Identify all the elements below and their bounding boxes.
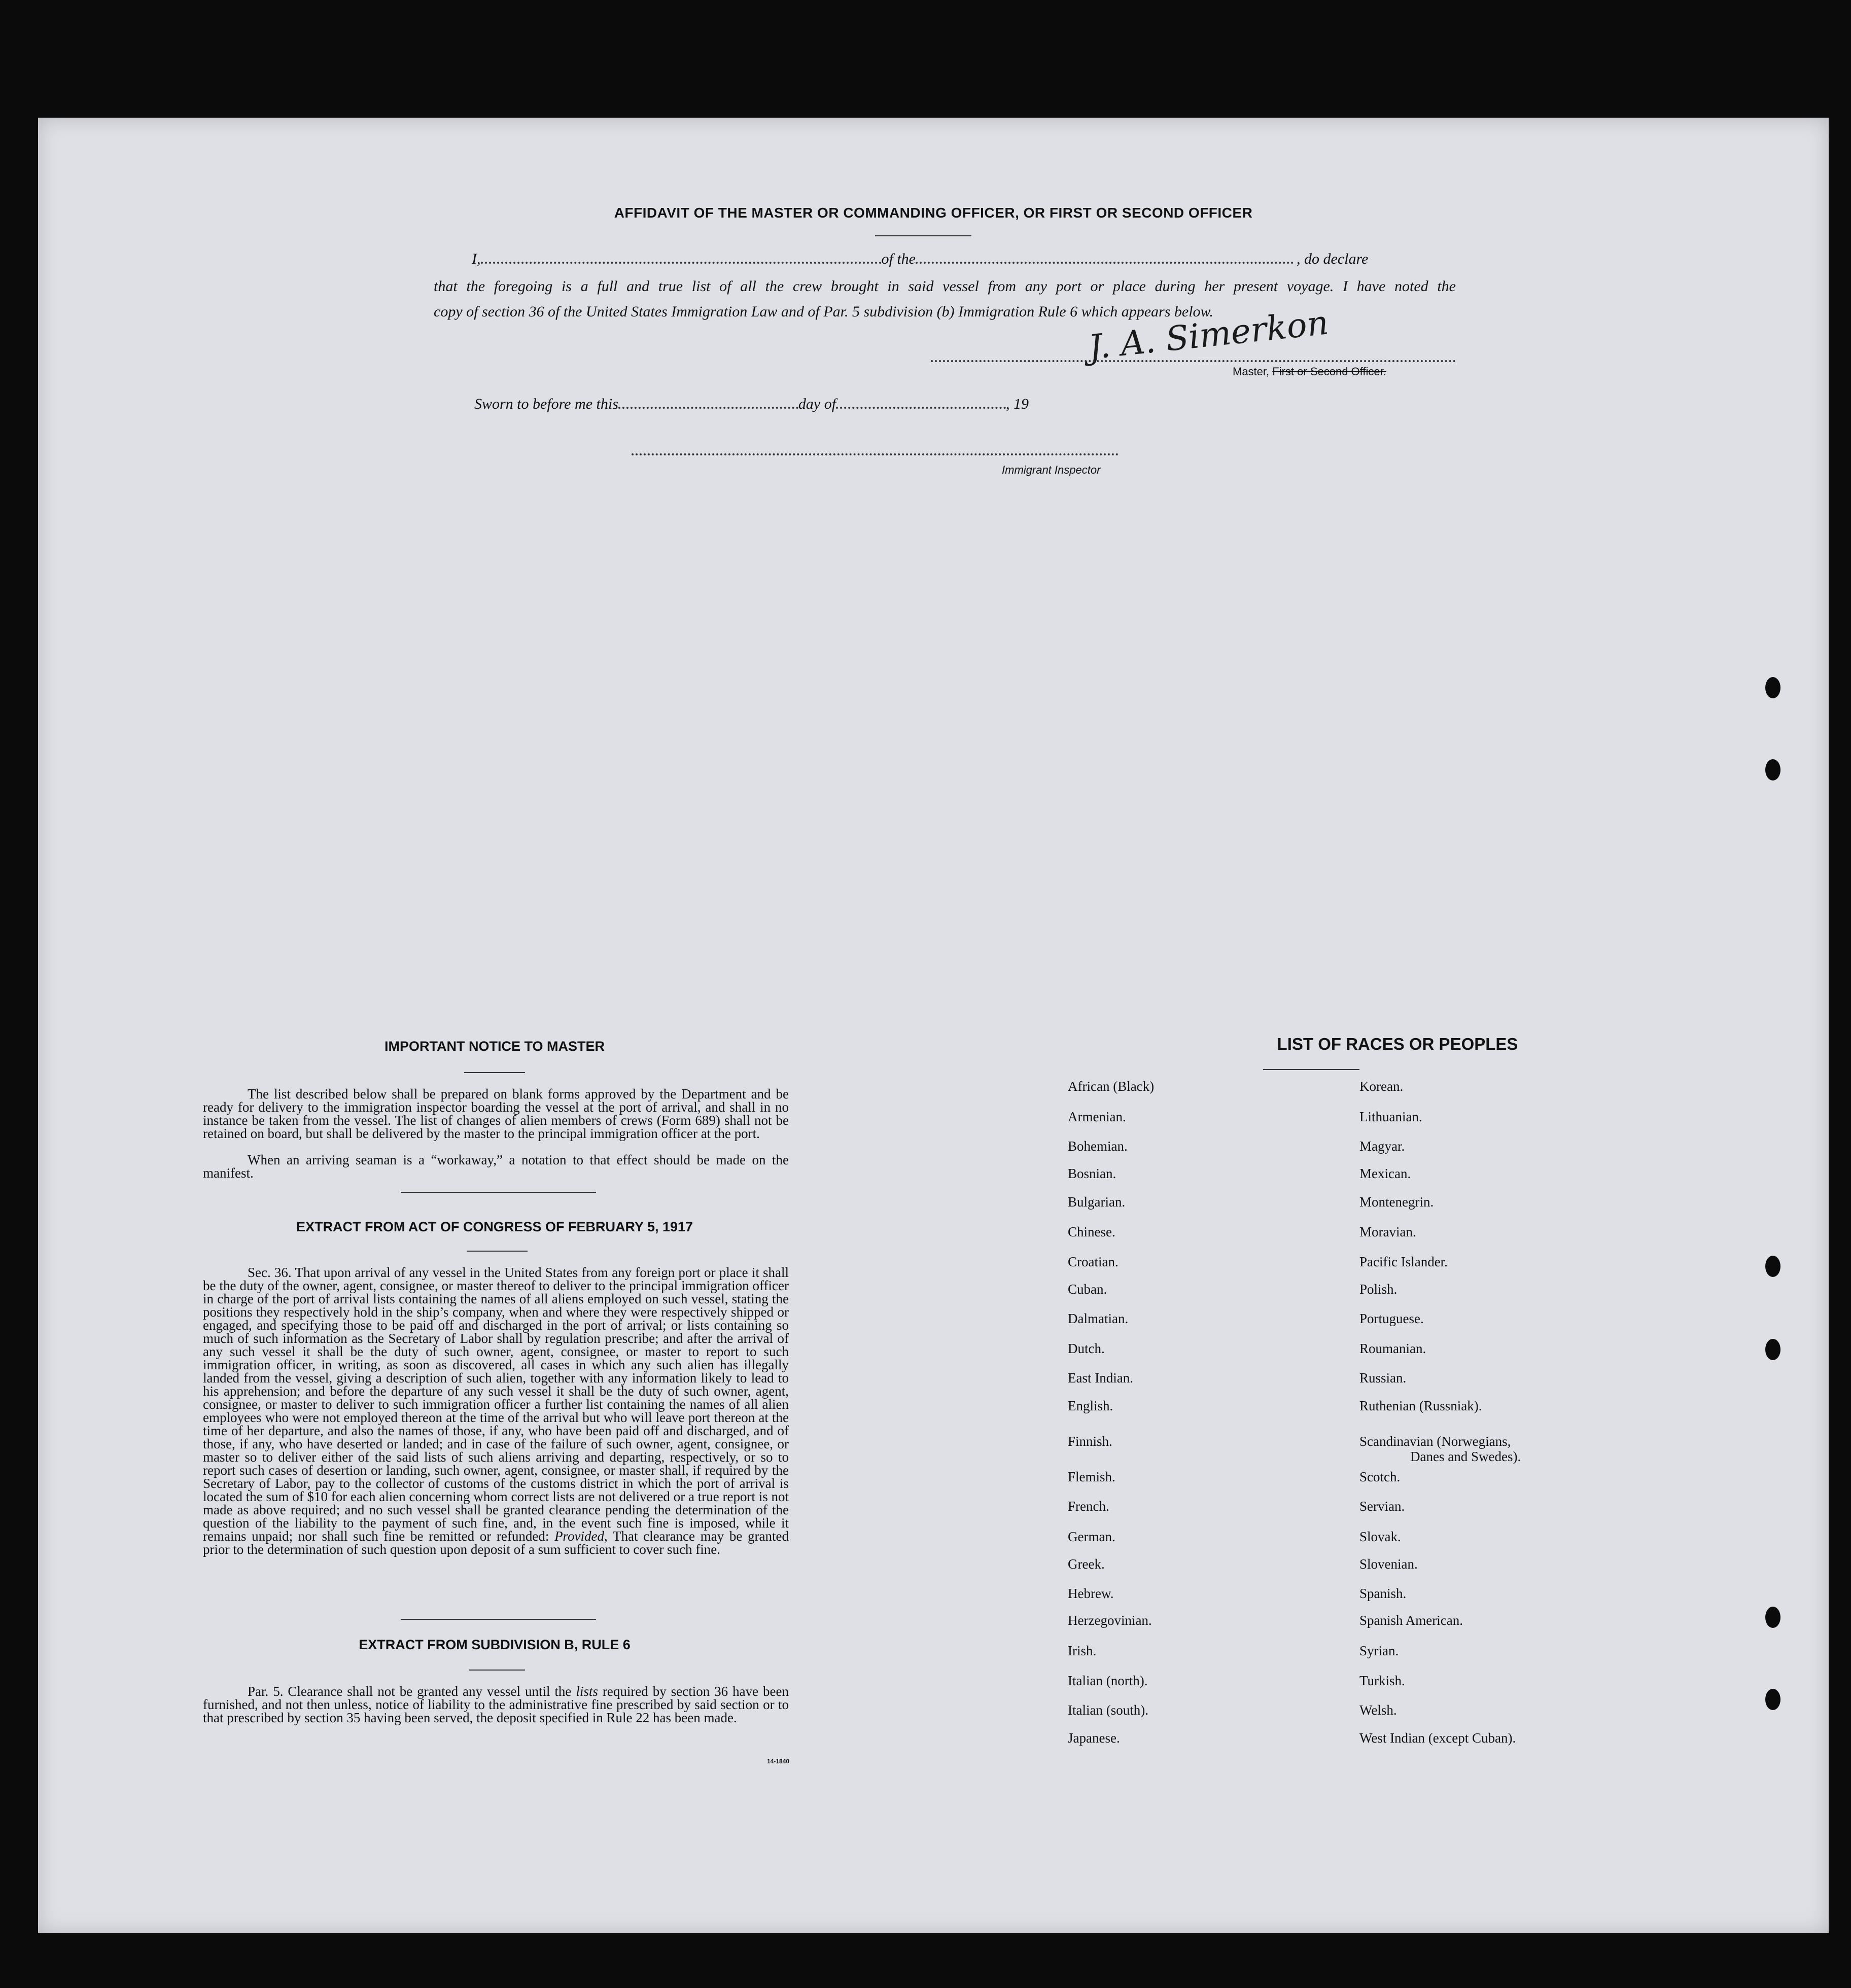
sworn-label: Sworn to before me this bbox=[474, 396, 618, 412]
affidavit-line-2: that the foregoing is a full and true list of all the crew brought in said vessel from any port or place during her present voyage. I have noted the bbox=[434, 278, 1456, 295]
race-item: Italian (south). bbox=[1068, 1702, 1148, 1718]
form-page bbox=[38, 118, 1829, 1933]
race-item: Moravian. bbox=[1359, 1224, 1416, 1239]
act-text-part-2: That clearance may be granted prior to the determination of such question upon deposit of a sum sufficient to cover such fine. bbox=[203, 1529, 789, 1557]
race-item: Chinese. bbox=[1068, 1224, 1115, 1239]
punch-hole bbox=[1765, 677, 1780, 698]
race-item: Finnish. bbox=[1068, 1434, 1112, 1449]
declare-label: , do declare bbox=[1297, 251, 1369, 267]
signature-line[interactable] bbox=[931, 360, 1456, 362]
divider bbox=[1263, 1069, 1359, 1070]
race-item: Welsh. bbox=[1359, 1702, 1397, 1718]
races-heading: LIST OF RACES OR PEOPLES bbox=[1277, 1035, 1518, 1053]
race-item: Slovenian. bbox=[1359, 1556, 1418, 1572]
of-the-label: of the bbox=[881, 251, 916, 267]
race-item-continuation: Danes and Swedes). bbox=[1410, 1449, 1521, 1464]
punch-hole bbox=[1765, 759, 1780, 780]
extract-act-body bbox=[203, 1266, 789, 1556]
race-item: Cuban. bbox=[1068, 1282, 1107, 1297]
master-title bbox=[1233, 365, 1386, 378]
struck-officer-label: First or Second Officer. bbox=[1272, 365, 1386, 378]
divider bbox=[401, 1619, 596, 1620]
race-item: Slovak. bbox=[1359, 1529, 1401, 1544]
officer-name-field[interactable] bbox=[481, 262, 882, 264]
race-item: Syrian. bbox=[1359, 1643, 1399, 1658]
race-item: German. bbox=[1068, 1529, 1115, 1544]
lists-word: lists bbox=[576, 1684, 598, 1699]
race-item: French. bbox=[1068, 1499, 1109, 1514]
punch-hole bbox=[1765, 1256, 1780, 1277]
master-signature: J. A. Simerkon bbox=[1087, 303, 1331, 367]
race-item: East Indian. bbox=[1068, 1370, 1133, 1386]
sworn-month-field[interactable] bbox=[836, 407, 1006, 409]
race-item: Dalmatian. bbox=[1068, 1311, 1129, 1326]
race-item: Korean. bbox=[1359, 1079, 1404, 1094]
punch-hole bbox=[1765, 1607, 1780, 1628]
divider bbox=[467, 1251, 528, 1252]
race-item: Portuguese. bbox=[1359, 1311, 1424, 1326]
divider bbox=[469, 1670, 525, 1671]
race-item: Magyar. bbox=[1359, 1139, 1405, 1154]
race-item: English. bbox=[1068, 1398, 1113, 1413]
race-item: Japanese. bbox=[1068, 1730, 1120, 1746]
race-item: Pacific Islander. bbox=[1359, 1254, 1448, 1269]
extract-act-heading: EXTRACT FROM ACT OF CONGRESS OF FEBRUARY 5, 1917 bbox=[296, 1219, 693, 1234]
race-item: Flemish. bbox=[1068, 1469, 1115, 1484]
race-item: Italian (north). bbox=[1068, 1673, 1148, 1688]
race-item: Spanish. bbox=[1359, 1586, 1407, 1601]
divider bbox=[401, 1192, 596, 1193]
day-of-label: day of bbox=[798, 396, 836, 412]
inspector-label: Immigrant Inspector bbox=[1002, 464, 1101, 476]
divider bbox=[875, 235, 971, 236]
race-item: Spanish American. bbox=[1359, 1613, 1463, 1628]
race-item: Bulgarian. bbox=[1068, 1194, 1126, 1210]
master-label: Master, bbox=[1233, 365, 1270, 378]
race-item: Servian. bbox=[1359, 1499, 1405, 1514]
race-item: Greek. bbox=[1068, 1556, 1105, 1572]
extract-rule-body bbox=[203, 1685, 789, 1724]
i-label: I, bbox=[472, 251, 481, 267]
divider bbox=[464, 1072, 525, 1073]
race-item: Scotch. bbox=[1359, 1469, 1401, 1484]
rule-text-part-2: required by section 36 have been furnished, and not then unless, notice of liability to the administrative fine prescribed by said section or to that prescribed by section 35 having been served, the deposit specified in Rule 22 has been made. bbox=[203, 1684, 789, 1725]
act-text-part-1: Sec. 36. That upon arrival of any vessel in the United States from any foreign port or place it shall be the duty of the owner, agent, consignee, or master thereof to deliver to the principal immigration officer in charge of the port of arrival lists containing the names of all aliens employed on such vessel, stating the positions they respectively hold in the ship’s company, when and where they were respectively shipped or engaged, and specifying those to be paid off and discharged in the port of arrival; or lists containing so much of such information as the Secretary of Labor shall by regulation prescribe; and after the arrival of any such vessel it shall be the duty of such owner, agent, consignee, or master to report to such immigration officer, in writing, as soon as discovered, all cases in which any such alien has illegally landed from the vessel, giving a description of such alien, together with any information likely to lead to his apprehension; and before the departure of any such vessel it shall be the duty of such owner, agent, consignee, or master to deliver to such immigration officer a further list containing the names of all alien employees who were not employed thereon at the time of the arrival but who will leave port thereon at the time of her departure, and also the names of those, if any, who have been paid off and discharged, and of those, if any, who have deserted or landed; and in case of the failure of such owner, agent, consignee, or master so to deliver either of the said lists of such aliens arriving and departing, respectively, or so to report such cases of desertion or landing, such owner, agent, consignee, or master shall, if required by the Secretary of Labor, pay to the collector of customs of the customs district in which the port of arrival is located the sum of $10 for each alien concerning whom correct lists are not delivered or a true report is not made as above required; and no such vessel shall be granted clearance pending the determination of the question of the liability to the payment of such fine, and, in the event such fine is imposed, while it remains unpaid; nor shall such fine be remitted or refunded: bbox=[203, 1265, 789, 1544]
sworn-day-field[interactable] bbox=[618, 407, 798, 409]
race-item: Bosnian. bbox=[1068, 1166, 1116, 1181]
race-item: Lithuanian. bbox=[1359, 1109, 1422, 1124]
race-item: Irish. bbox=[1068, 1643, 1097, 1658]
race-item: Polish. bbox=[1359, 1282, 1398, 1297]
race-item: Armenian. bbox=[1068, 1109, 1126, 1124]
race-item: Turkish. bbox=[1359, 1673, 1405, 1688]
form-number: 14-1840 bbox=[767, 1758, 790, 1765]
race-item: Mexican. bbox=[1359, 1166, 1411, 1181]
race-item: Hebrew. bbox=[1068, 1586, 1114, 1601]
inspector-signature-line[interactable] bbox=[632, 453, 1119, 455]
race-item: Russian. bbox=[1359, 1370, 1407, 1386]
notice-paragraph-1: The list described below shall be prepared on blank forms approved by the Department and be ready for delivery to the immigration inspector boarding the vessel at the port of arrival, and shall in no instance be taken from the vessel. The list of changes of alien members of crews (Form 689) shall not be retained on board, but shall be delivered by the master to the principal immigration officer at the port. bbox=[203, 1086, 789, 1141]
affidavit-heading: AFFIDAVIT OF THE MASTER OR COMMANDING OFFICER, OR FIRST OR SECOND OFFICER bbox=[614, 205, 1253, 221]
punch-hole bbox=[1765, 1689, 1780, 1710]
race-item: Bohemian. bbox=[1068, 1139, 1128, 1154]
race-item: Montenegrin. bbox=[1359, 1194, 1434, 1210]
races-right-column bbox=[1359, 1079, 1715, 1794]
races-left-column bbox=[1068, 1079, 1332, 1794]
notice-heading: IMPORTANT NOTICE TO MASTER bbox=[385, 1039, 605, 1054]
race-item: Ruthenian (Russniak). bbox=[1359, 1398, 1482, 1413]
race-item: Croatian. bbox=[1068, 1254, 1119, 1269]
race-item: West Indian (except Cuban). bbox=[1359, 1730, 1516, 1746]
race-item: Dutch. bbox=[1068, 1341, 1105, 1356]
year-label: , 19 bbox=[1006, 396, 1029, 412]
notice-paragraph-2: When an arriving seaman is a “workaway,” a notation to that effect should be made on the manifest. bbox=[203, 1152, 789, 1181]
punch-hole bbox=[1765, 1339, 1780, 1360]
race-item: Scandinavian (Norwegians, bbox=[1359, 1434, 1511, 1449]
vessel-name-field[interactable] bbox=[916, 262, 1294, 264]
affidavit-line-1 bbox=[472, 251, 1456, 268]
affidavit-line-3: copy of section 36 of the United States Immigration Law and of Par. 5 subdivision (b) Immigration Rule 6 which appears below. bbox=[434, 303, 1213, 320]
race-item: Herzegovinian. bbox=[1068, 1613, 1152, 1628]
provided-word: Provided, bbox=[554, 1529, 608, 1544]
sworn-line bbox=[474, 396, 1029, 413]
rule-text-part-1: Par. 5. Clearance shall not be granted any vessel until the bbox=[248, 1684, 576, 1699]
race-item: Roumanian. bbox=[1359, 1341, 1426, 1356]
race-item: African (Black) bbox=[1068, 1079, 1155, 1094]
extract-rule-heading: EXTRACT FROM SUBDIVISION B, RULE 6 bbox=[359, 1637, 631, 1652]
